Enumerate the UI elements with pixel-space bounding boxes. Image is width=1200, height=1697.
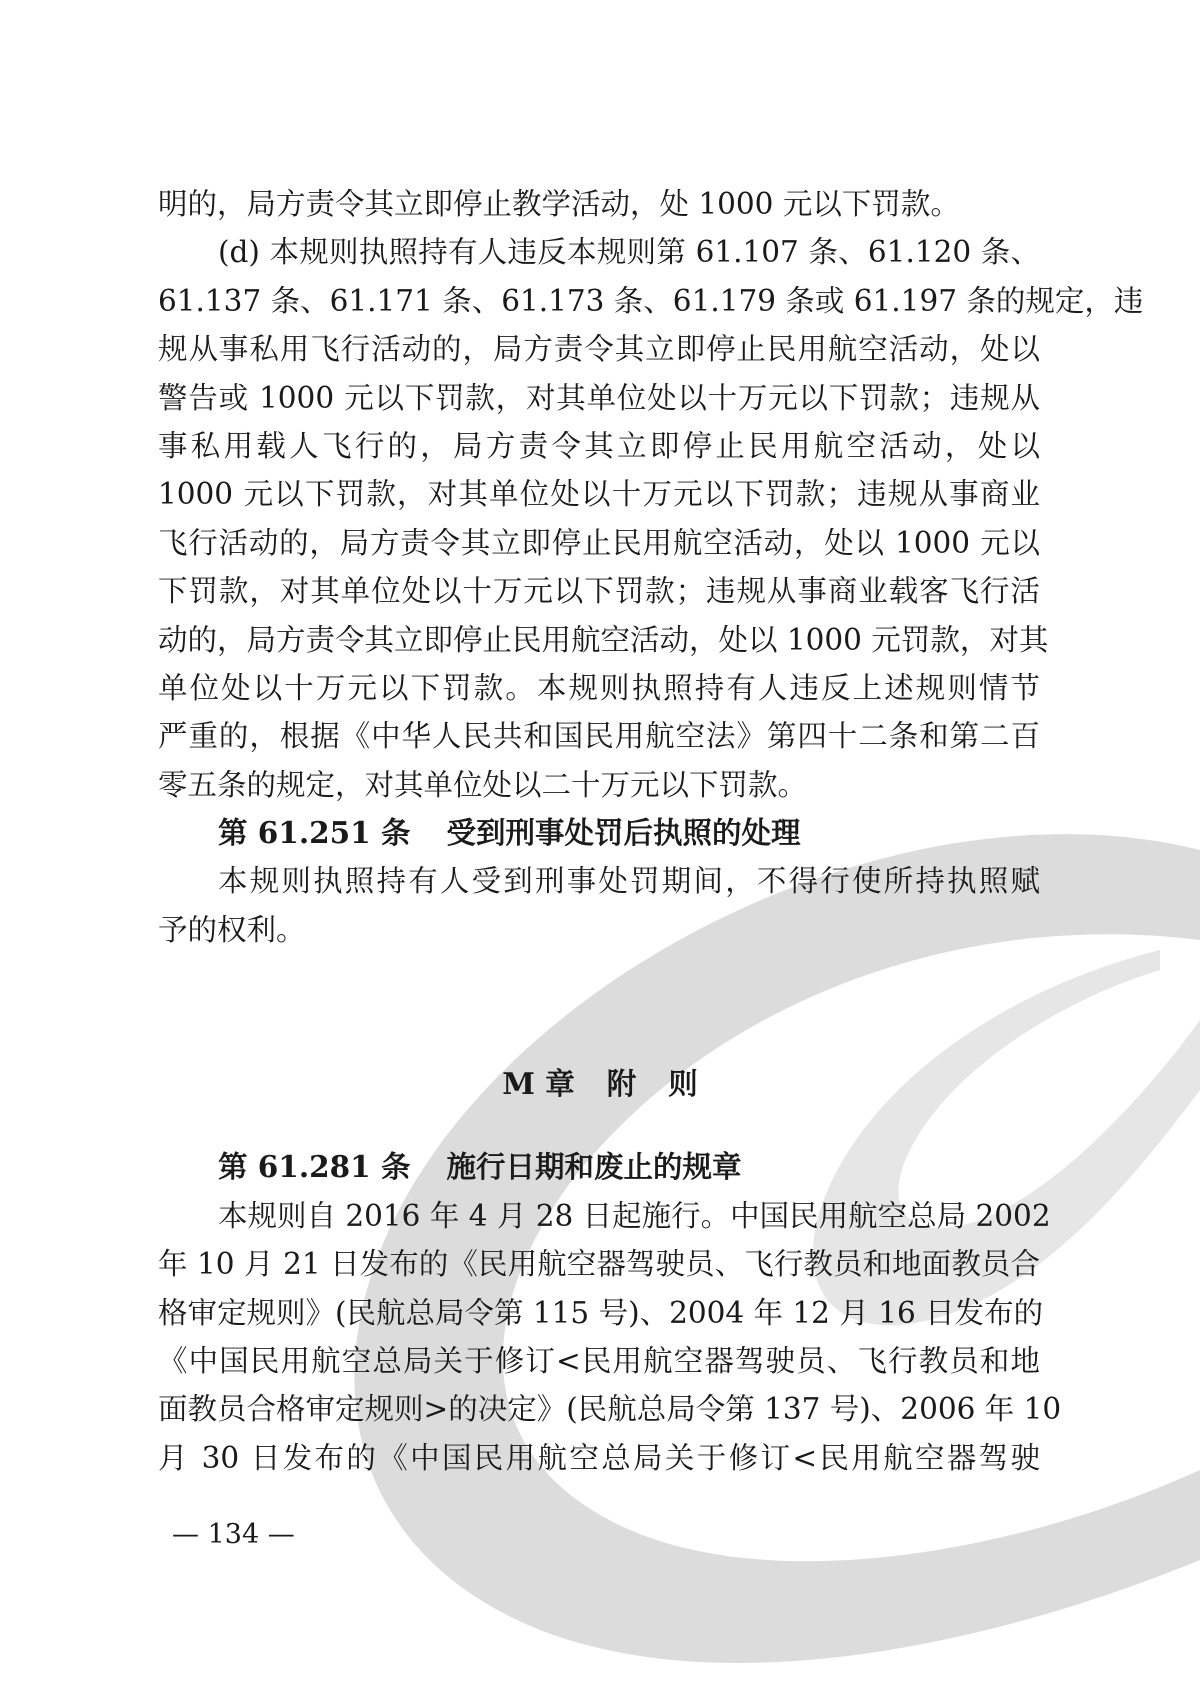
page-number: — 134 — (172, 1519, 295, 1550)
article-heading-61-281 (218, 1141, 741, 1193)
paragraph-line: 动的，局方责令其立即停止民用航空活动，处以 1000 元罚款，对其 (158, 623, 1049, 657)
paragraph-line: 警告或 1000 元以下罚款，对其单位处以十万元以下罚款；违规从 (158, 381, 1040, 415)
paragraph-line: 本规则执照持有人受到刑事处罚期间，不得行使所持执照赋 (218, 864, 1040, 898)
paragraph-line: (d) 本规则执照持有人违反本规则第 61.107 条、61.120 条、 (218, 235, 1040, 269)
paragraph-line: 1000 元以下罚款，对其单位处以十万元以下罚款；违规从事商业 (158, 477, 1040, 511)
paragraph-line: 面教员合格审定规则>的决定》(民航总局令第 137 号)、2006 年 10 (158, 1392, 1062, 1426)
paragraph-line: 飞行活动的，局方责令其立即停止民用航空活动，处以 1000 元以 (158, 526, 1040, 560)
paragraph-line: 月 30 日发布的《中国民用航空总局关于修订<民用航空器驾驶 (158, 1441, 1040, 1475)
paragraph-line: 61.137 条、61.171 条、61.173 条、61.179 条或 61.197 条的规定，违 (158, 284, 1144, 318)
article-number: 第 61.251 条 (218, 815, 411, 850)
paragraph-line: 明的，局方责令其立即停止教学活动，处 1000 元以下罚款。 (158, 187, 960, 221)
paragraph-line: 严重的，根据《中华人民共和国民用航空法》第四十二条和第二百 (158, 719, 1040, 753)
paragraph-line: 年 10 月 21 日发布的《民用航空器驾驶员、飞行教员和地面教员合 (158, 1247, 1040, 1281)
paragraph-line: 《中国民用航空总局关于修订<民用航空器驾驶员、飞行教员和地 (158, 1344, 1040, 1378)
paragraph-line: 格审定规则》(民航总局令第 115 号)、2004 年 12 月 16 日发布的 (158, 1296, 1044, 1330)
paragraph-line: 规从事私用飞行活动的，局方责令其立即停止民用航空活动，处以 (158, 332, 1040, 366)
chapter-title-part: 附 (606, 1066, 637, 1101)
paragraph-line: 予的权利。 (158, 913, 306, 947)
chapter-heading (0, 1058, 1200, 1110)
chapter-number: M 章 (502, 1066, 575, 1101)
paragraph-line: 单位处以十万元以下罚款。本规则执照持有人违反上述规则情节 (158, 671, 1040, 705)
article-title: 受到刑事处罚后执照的处理 (446, 815, 801, 850)
paragraph-line: 下罚款，对其单位处以十万元以下罚款；违规从事商业载客飞行活 (158, 574, 1040, 608)
article-title: 施行日期和废止的规章 (446, 1149, 742, 1184)
paragraph-line: 本规则自 2016 年 4 月 28 日起施行。中国民用航空总局 2002 (218, 1199, 1051, 1233)
chapter-title-part: 则 (668, 1066, 698, 1101)
article-number: 第 61.281 条 (218, 1149, 411, 1184)
article-heading-61-251 (218, 807, 800, 859)
paragraph-line: 零五条的规定，对其单位处以二十万元以下罚款。 (158, 768, 808, 802)
paragraph-line: 事私用载人飞行的，局方责令其立即停止民用航空活动，处以 (158, 429, 1040, 463)
